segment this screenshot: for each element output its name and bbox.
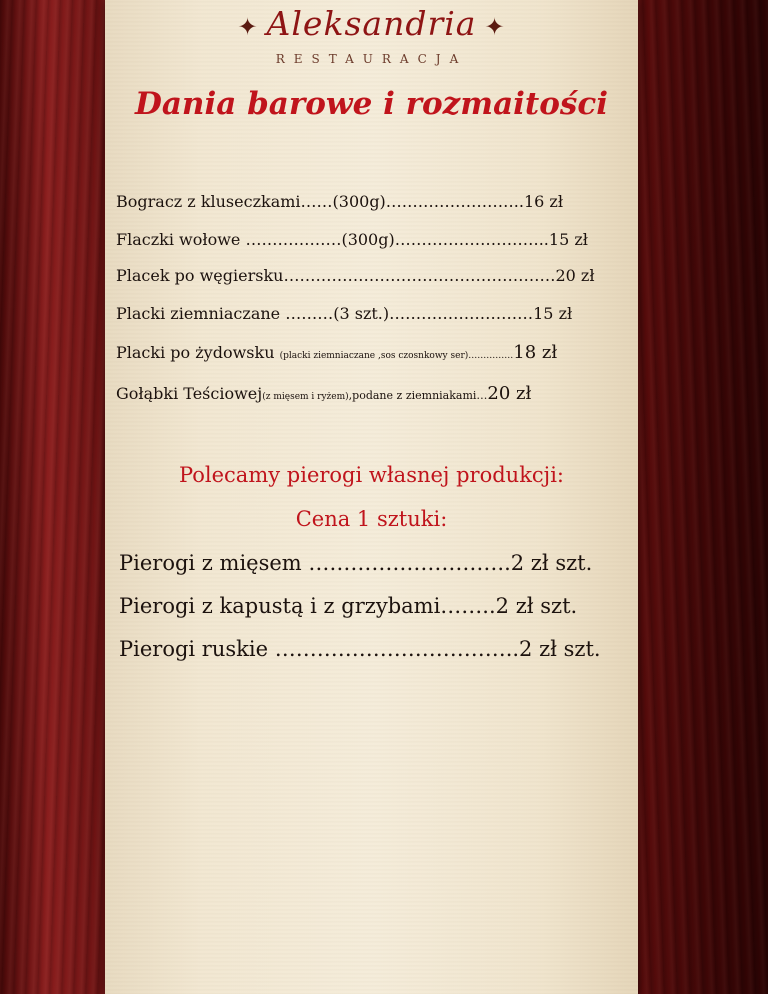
item-price: 15 zł [548,230,588,249]
pierogi-item [119,594,577,618]
item-price: 15 zł [533,304,573,323]
item-detail: ,podane z ziemniakami [348,389,477,402]
menu-item [116,342,591,363]
pierogi-price: 2 zł szt. [510,551,593,575]
item-detail: (300g) [341,230,395,249]
menu-item [116,266,595,285]
logo-name: Aleksandria [266,4,477,43]
item-name: Placki ziemniaczane [116,304,286,323]
pierogi-leader: …….. [440,594,496,618]
item-leader: …………………………………………… [283,266,556,285]
item-leader: ……………………….. [394,230,549,249]
item-leader: ……… [285,304,334,323]
item-detail: (3 szt.) [333,304,390,323]
pierogi-leader: …………………………….. [274,637,520,661]
item-leader: ……………………… [389,304,534,323]
item-detail: (300g) [332,192,386,211]
item-price: 18 zł [513,342,558,363]
ornament-right-icon: ✦ [484,13,506,41]
menu-paper [105,0,638,994]
pierogi-leader: ……………………….. [308,551,511,575]
wood-background-right [638,0,768,994]
wood-background-left [0,0,105,994]
promo-title: Polecamy pierogi własnej produkcji: [178,463,564,487]
item-price: 20 zł [555,266,595,285]
item-price: 16 zł [523,192,564,211]
item-name: Gołąbki Teściowej [116,384,263,403]
item-name: Placek po węgiersku [116,266,284,285]
pierogi-name: Pierogi ruskie [119,637,275,661]
item-note: (placki ziemniaczane ,sos czosnkowy ser) [279,351,469,361]
item-leader: … [476,389,488,402]
item-name: Flaczki wołowe [116,230,246,249]
menu-item [116,383,591,404]
pierogi-name: Pierogi z kapustą i z grzybami [119,594,441,618]
item-note: (z mięsem i ryżem) [262,392,349,402]
menu-item [116,304,591,323]
logo-tagline: RESTAURACJA [275,52,468,66]
pierogi-price: 2 zł szt. [519,637,601,661]
menu-item [116,192,591,211]
restaurant-logo [105,4,638,43]
item-name: Bogracz z kluseczkami [116,192,301,211]
section-heading: Dania barowe i rozmaitości [134,86,609,122]
item-price: 20 zł [487,383,532,404]
pierogi-name: Pierogi z mięsem [119,551,309,575]
item-name: Placki po żydowsku [116,343,280,362]
pierogi-item [119,551,592,575]
ornament-left-icon: ✦ [237,13,259,41]
pierogi-item [119,637,601,661]
promo-subtitle: Cena 1 sztuki: [295,507,448,531]
menu-item [116,230,591,249]
pierogi-price: 2 zł szt. [495,594,578,618]
item-leader: ……………… [245,230,342,249]
item-leader: …………… [468,351,514,361]
item-leader: …………………….. [385,192,524,211]
item-leader: …… [300,192,333,211]
